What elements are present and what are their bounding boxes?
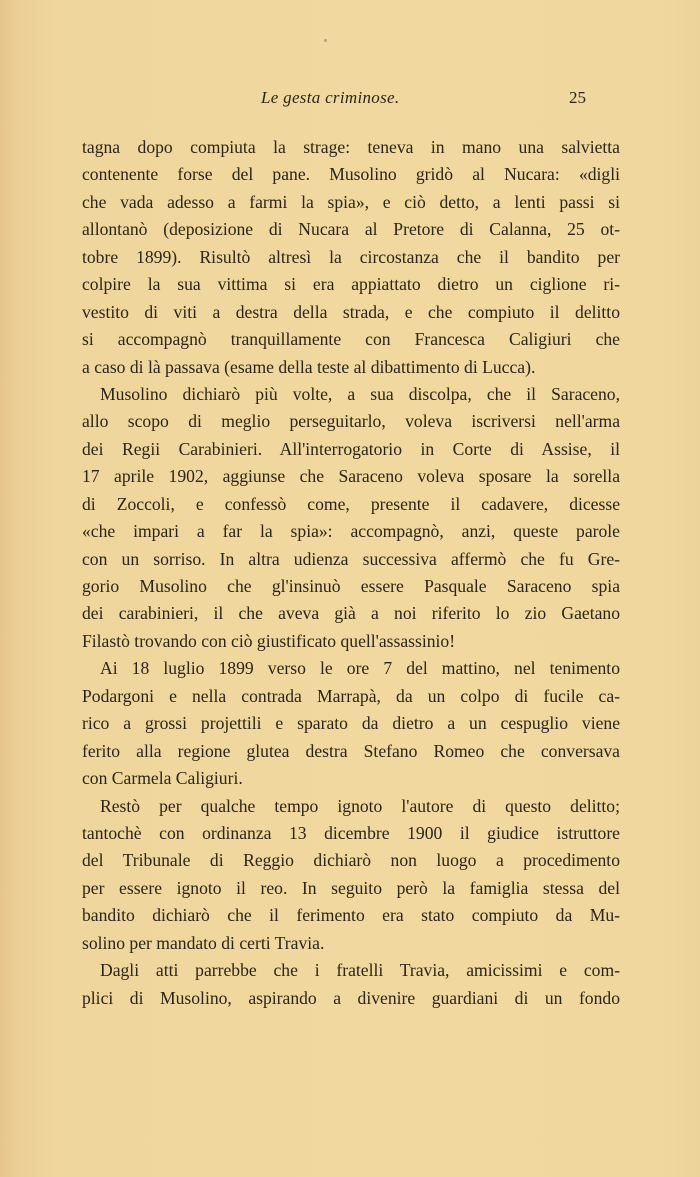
- text-line: dei Regii Carabinieri. All'interrogatorio in Corte di Assise, il: [82, 438, 620, 459]
- text-line: allo scopo di meglio perseguitarlo, voleva iscriversi nell'arma: [82, 411, 620, 432]
- text-line: «che impari a far la spia»: accompagnò, anzi, queste parole: [82, 521, 620, 542]
- text-line: vestito di viti a destra della strada, e che compiuto il delitto: [82, 301, 620, 322]
- text-line: a caso di là passava (esame della teste al dibattimento di Lucca).: [82, 356, 536, 377]
- text-line: 17 aprile 1902, aggiunse che Saraceno voleva sposare la sorella: [82, 466, 620, 487]
- text-line: si accompagnò tranquillamente con Francesca Caligiuri che: [82, 329, 620, 350]
- text-line: ferito alla regione glutea destra Stefano Romeo che conversava: [82, 740, 620, 761]
- text-line: contenente forse del pane. Musolino gridò al Nucara: «digli: [82, 164, 620, 185]
- text-line: solino per mandato di certi Travia.: [82, 932, 325, 953]
- page-number: 25: [569, 88, 586, 107]
- text-line: Filastò trovando con ciò giustificato quell'assassinio!: [82, 630, 456, 651]
- text-line: Musolino dichiarò più volte, a sua discolpa, che il Saraceno,: [100, 383, 620, 404]
- text-line: con un sorriso. In altra udienza successiva affermò che fu Gre-: [82, 548, 620, 569]
- body-text: [82, 134, 620, 1012]
- running-title: Le gesta criminose.: [261, 88, 400, 107]
- text-line: tobre 1899). Risultò altresì la circostanza che il bandito per: [82, 246, 620, 267]
- text-line: colpire la sua vittima si era appiattato dietro un ciglione ri-: [82, 274, 620, 295]
- text-line: del Tribunale di Reggio dichiarò non luogo a procedimento: [82, 850, 620, 871]
- text-line: che vada adesso a farmi la spia», e ciò detto, a lenti passi si: [82, 191, 620, 212]
- text-line: dei carabinieri, il che aveva già a noi riferito lo zio Gaetano: [82, 603, 620, 624]
- text-line: gorio Musolino che gl'insinuò essere Pasquale Saraceno spia: [82, 576, 620, 596]
- text-line: tagna dopo compiuta la strage: teneva in mano una salvietta: [82, 137, 620, 157]
- text-line: con Carmela Caligiuri.: [82, 768, 243, 789]
- text-line: bandito dichiarò che il ferimento era stato compiuto da Mu-: [82, 905, 620, 926]
- text-line: Dagli atti parrebbe che i fratelli Travia, amicissimi e com-: [100, 960, 620, 981]
- text-line: Ai 18 luglio 1899 verso le ore 7 del mattino, nel tenimento: [100, 658, 620, 679]
- text-line: Restò per qualche tempo ignoto l'autore di questo delitto;: [100, 795, 620, 816]
- text-line: Podargoni e nella contrada Marrapà, da un colpo di fucile ca-: [82, 685, 620, 706]
- text-line: di Zoccoli, e confessò come, presente il cadavere, dicesse: [82, 493, 620, 514]
- text-line: rico a grossi projettili e sparato da dietro a un cespuglio viene: [82, 713, 620, 734]
- text-line: tantochè con ordinanza 13 dicembre 1900 il giudice istruttore: [82, 822, 620, 843]
- paper-speck: [324, 39, 327, 42]
- text-line: plici di Musolino, aspirando a divenire guardiani di un fondo: [82, 987, 620, 1008]
- text-line: per essere ignoto il reo. In seguito però la famiglia stessa del: [82, 877, 620, 898]
- text-line: allontanò (deposizione di Nucara al Pretore di Calanna, 25 ot-: [82, 219, 620, 240]
- page-header: [0, 88, 700, 114]
